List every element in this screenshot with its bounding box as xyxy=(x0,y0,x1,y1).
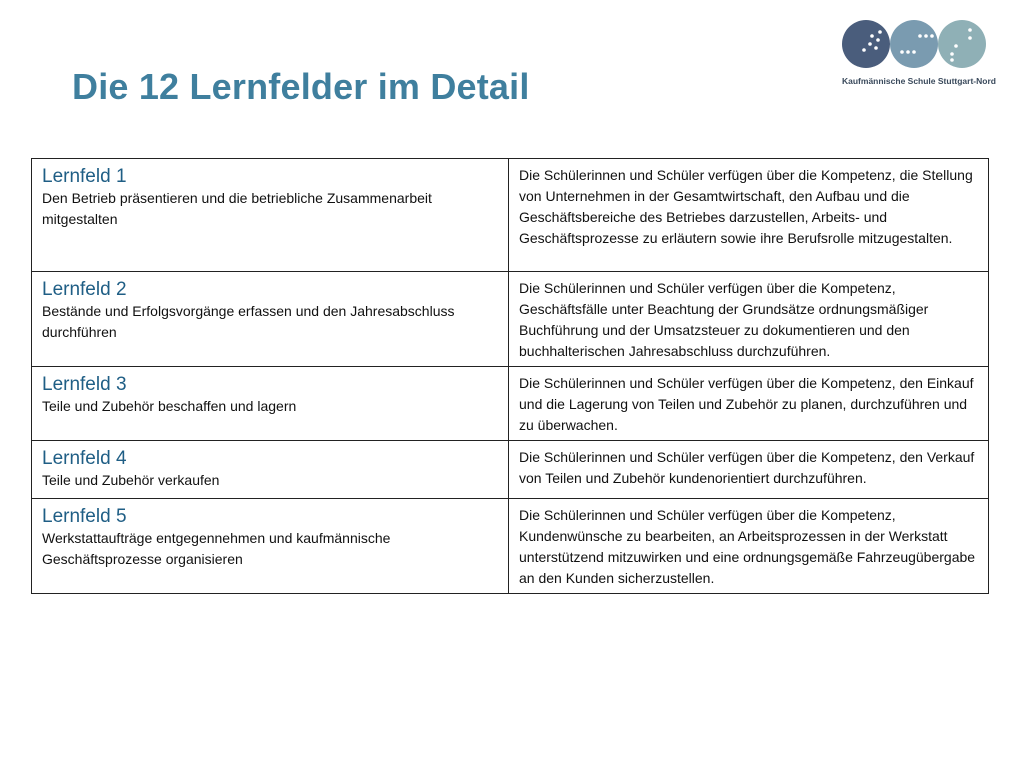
description-cell xyxy=(509,367,989,441)
description-cell xyxy=(509,272,989,367)
lernfeld-subtitle: Den Betrieb präsentieren und die betriebliche Zusammenarbeit mitgestalten xyxy=(42,190,432,227)
description-cell xyxy=(509,441,989,499)
lernfeld-cell xyxy=(32,367,509,441)
lernfeld-title: Lernfeld 2 xyxy=(42,279,127,300)
table-row xyxy=(32,272,989,367)
table-row xyxy=(32,441,989,499)
logo-circles-icon xyxy=(840,18,990,74)
lernfeld-title: Lernfeld 4 xyxy=(42,448,127,469)
lernfeld-cell xyxy=(32,441,509,499)
lernfeld-subtitle: Bestände und Erfolgsvorgänge erfassen und den Jahresabschluss durchführen xyxy=(42,303,455,340)
lernfeld-cell xyxy=(32,159,509,272)
lernfeld-subtitle: Teile und Zubehör verkaufen xyxy=(42,472,220,488)
lernfeld-title: Lernfeld 1 xyxy=(42,166,127,187)
lernfeld-title: Lernfeld 3 xyxy=(42,374,127,395)
page-title: Die 12 Lernfelder im Detail xyxy=(72,66,530,107)
lernfeld-cell xyxy=(32,499,509,594)
lernfeld-description: Die Schülerinnen und Schüler verfügen über die Kompetenz, den Einkauf und die Lagerung von Teilen und Zubehör zu planen, durchzuführen und zu überwachen. xyxy=(519,375,974,433)
lernfeld-cell xyxy=(32,272,509,367)
lernfeld-subtitle: Teile und Zubehör beschaffen und lagern xyxy=(42,398,297,414)
description-cell xyxy=(509,499,989,594)
description-cell xyxy=(509,159,989,272)
lernfeld-description: Die Schülerinnen und Schüler verfügen über die Kompetenz, die Stellung von Unternehmen in der Gesamtwirtschaft, den Aufbau und die Geschäftsbereiche des Betriebes darzustellen, Arbeits- und Geschäftsprozesse zu erläutern sowie ihre Berufsrolle mitzugestalten. xyxy=(519,167,973,246)
school-logo xyxy=(840,18,996,90)
table-row xyxy=(32,159,989,272)
table-row xyxy=(32,367,989,441)
lernfeld-description: Die Schülerinnen und Schüler verfügen über die Kompetenz, Geschäftsfälle unter Beachtung der Grundsätze ordnungsmäßiger Buchführung und der Umsatzsteuer zu dokumentieren und den buchhalterischen Jahresabschluss durchzuführen. xyxy=(519,280,929,359)
lernfeld-title: Lernfeld 5 xyxy=(42,506,127,527)
lernfeld-description: Die Schülerinnen und Schüler verfügen über die Kompetenz, Kundenwünsche zu bearbeiten, an Arbeitsprozessen in der Werkstatt unterstützend mitzuwirken und eine ordnungsgemäße Fahrzeugübergabe an den Kunden sicherzustellen. xyxy=(519,507,976,586)
lernfeld-subtitle: Werkstattaufträge entgegennehmen und kaufmännische Geschäftsprozesse organisieren xyxy=(42,530,391,567)
table-row xyxy=(32,499,989,594)
lernfeld-description: Die Schülerinnen und Schüler verfügen über die Kompetenz, den Verkauf von Teilen und Zubehör kundenorientiert durchzuführen. xyxy=(519,449,975,486)
logo-text: Kaufmännische Schule Stuttgart-Nord xyxy=(842,76,996,86)
lernfeld-table xyxy=(31,158,989,594)
